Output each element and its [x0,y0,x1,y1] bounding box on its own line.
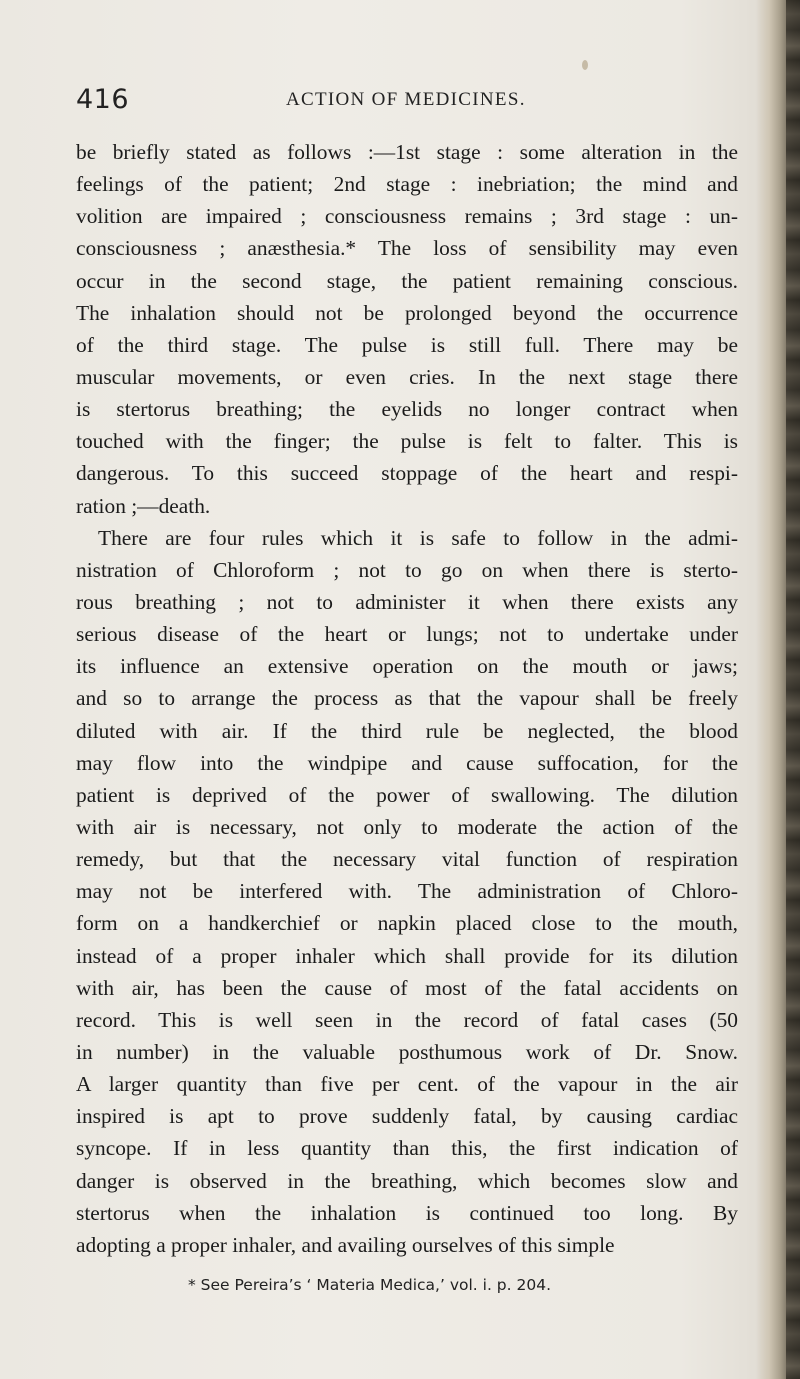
text-line: stertorus when the inhalation is continued too long. By [76,1200,738,1225]
text-line: serious disease of the heart or lungs; not to undertake under [76,622,738,647]
text-line: touched with the finger; the pulse is felt to falter. This is [76,429,738,454]
footnote: * See Pereira’s ‘ Materia Medica,’ vol. i. p. 204. [188,1276,552,1294]
text-line: occur in the second stage, the patient remaining conscious. [76,268,738,293]
text-line: ration ;—death. [76,493,211,518]
text-line: instead of a proper inhaler which shall provide for its dilution [76,943,738,968]
text-line: consciousness ; anæsthesia.* The loss of sensibility may even [76,236,738,261]
text-line: with air, has been the cause of most of the fatal accidents on [76,975,738,1000]
paper-stain [582,60,588,70]
text-line: is stertorus breathing; the eyelids no longer contract when [76,397,738,422]
text-line: adopting a proper inhaler, and availing ourselves of this simple [76,1232,615,1257]
paragraph [76,522,738,1261]
text-line: patient is deprived of the power of swallowing. The dilution [76,782,738,807]
text-line: nistration of Chloroform ; not to go on when there is sterto- [76,557,738,582]
text-line: rous breathing ; not to administer it when there exists any [76,589,738,614]
text-line: be briefly stated as follows :—1st stage : some alteration in the [76,140,738,164]
text-line: There are four rules which it is safe to follow in the admi- [98,525,738,550]
text-line: may flow into the windpipe and cause suffocation, for the [76,750,738,775]
text-line: may not be interfered with. The administration of Chloro- [76,879,738,904]
text-line: dangerous. To this succeed stoppage of the heart and respi- [76,461,738,486]
text-line: record. This is well seen in the record of fatal cases (50 [76,1007,738,1032]
page-header [76,80,726,120]
text-line: with air is necessary, not only to moderate the action of the [76,814,738,839]
text-line: inspired is apt to prove suddenly fatal, by causing cardiac [76,1104,738,1129]
text-line: diluted with air. If the third rule be neglected, the blood [76,718,738,743]
text-line: muscular movements, or even cries. In the next stage there [76,364,738,389]
page-number: 416 [76,84,130,115]
text-line: danger is observed in the breathing, which becomes slow and [76,1168,738,1193]
text-line: syncope. If in less quantity than this, the first indication of [76,1136,738,1161]
text-line: form on a handkerchief or napkin placed close to the mouth, [76,911,738,936]
running-head: ACTION OF MEDICINES. [286,89,526,110]
text-line: its influence an extensive operation on the mouth or jaws; [76,654,738,679]
text-line: in number) in the valuable posthumous work of Dr. Snow. [76,1039,738,1064]
text-line: and so to arrange the process as that the vapour shall be freely [76,686,738,711]
text-line: feelings of the patient; 2nd stage : inebriation; the mind and [76,172,738,197]
text-line: A larger quantity than five per cent. of the vapour in the air [76,1072,738,1097]
text-line: of the third stage. The pulse is still full. There may be [76,332,738,357]
text-line: The inhalation should not be prolonged beyond the occurrence [76,300,738,325]
text-line: volition are impaired ; consciousness remains ; 3rd stage : un- [76,204,738,229]
text-line: remedy, but that the necessary vital function of respiration [76,847,738,872]
book-binding-edge [786,0,800,1379]
body-text [76,136,738,1261]
paragraph [76,136,738,522]
